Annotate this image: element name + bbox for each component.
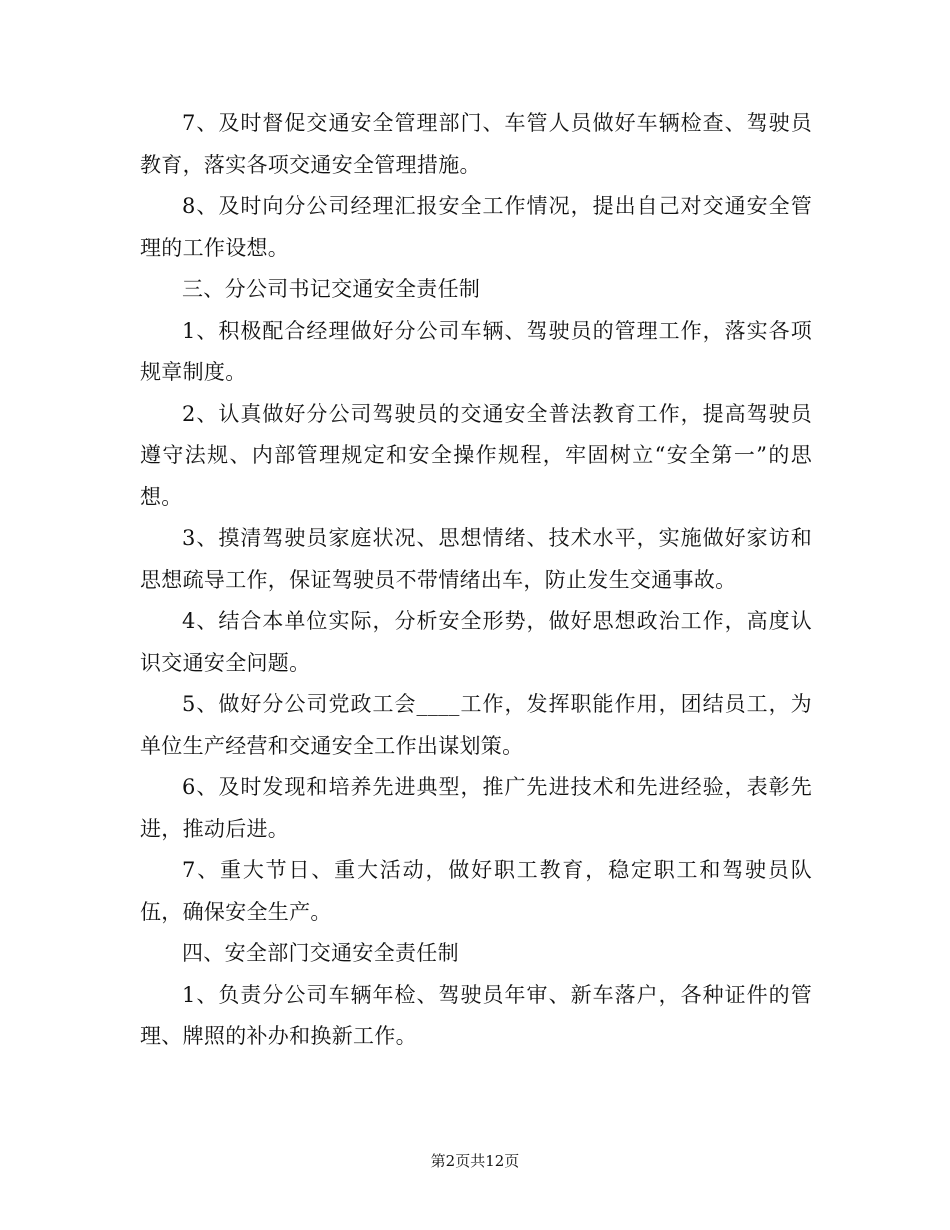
section-heading-secretary: 三、分公司书记交通安全责任制 xyxy=(182,277,481,301)
paragraph-item-7-supervise: 7、及时督促交通安全管理部门、车管人员做好车辆检查、驾驶员教育，落实各项交通安全管理措施。 xyxy=(140,111,812,177)
paragraph-item-6-role-models: 6、及时发现和培养先进典型，推广先进技术和先进经验，表彰先进，推动后进。 xyxy=(140,775,812,841)
paragraph-item-7-holidays: 7、重大节日、重大活动，做好职工教育，稳定职工和驾驶员队伍，确保安全生产。 xyxy=(140,858,812,924)
paragraph-item-2-education: 2、认真做好分公司驾驶员的交通安全普法教育工作，提高驾驶员遵守法规、内部管理规定和安全操作规程，牢固树立“安全第一”的思想。 xyxy=(140,401,812,509)
paragraph-item-5-union-work: 5、做好分公司党政工会____工作，发挥职能作用，团结员工，为单位生产经营和交通安全工作出谋划策。 xyxy=(140,692,812,758)
paragraph-item-4-political-work: 4、结合本单位实际，分析安全形势，做好思想政治工作，高度认识交通安全问题。 xyxy=(140,609,812,675)
document-body xyxy=(140,103,812,1058)
paragraph-item-8-report: 8、及时向分公司经理汇报安全工作情况，提出自己对交通安全管理的工作设想。 xyxy=(140,194,812,260)
page-number: 第2页共12页 xyxy=(430,1152,520,1170)
paragraph-item-1-cooperate: 1、积极配合经理做好分公司车辆、驾驶员的管理工作，落实各项规章制度。 xyxy=(140,318,812,384)
section-heading-safety-dept: 四、安全部门交通安全责任制 xyxy=(182,941,459,965)
paragraph-item-1-inspection: 1、负责分公司车辆年检、驾驶员年审、新车落户，各种证件的管理、牌照的补办和换新工作。 xyxy=(140,982,812,1048)
paragraph-item-3-family-visits: 3、摸清驾驶员家庭状况、思想情绪、技术水平，实施做好家访和思想疏导工作，保证驾驶员不带情绪出车，防止发生交通事故。 xyxy=(140,526,812,592)
